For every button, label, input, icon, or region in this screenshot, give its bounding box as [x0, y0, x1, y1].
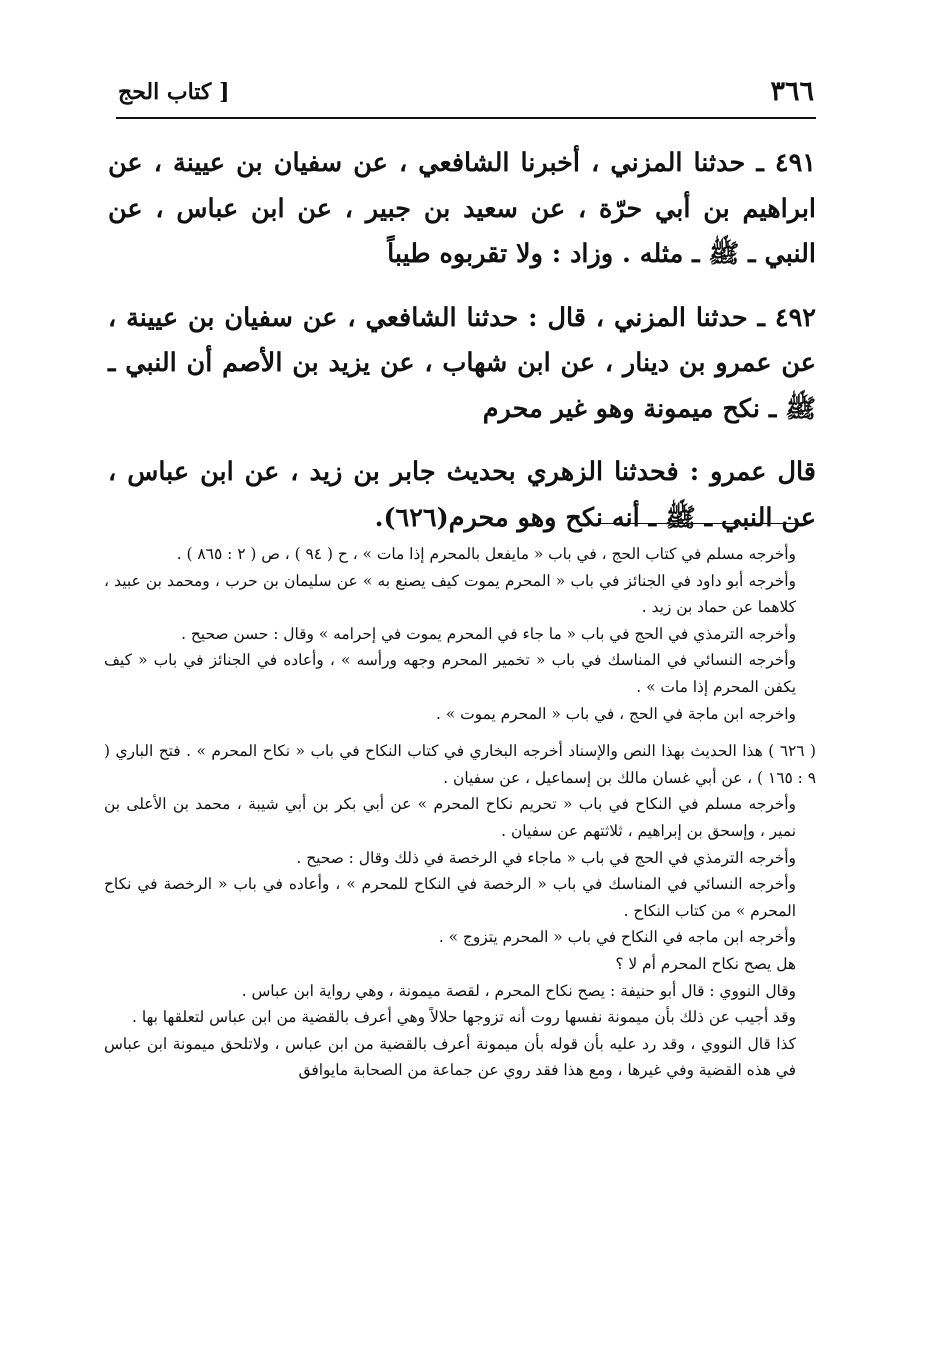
footnote-line: وقد أجيب عن ذلك بأن ميمونة نفسها روت أنه تزوجها حلالاً وهي أعرف بالقضية من ابن عباس لتعلقها بها .	[132, 1008, 796, 1027]
footnotes	[104, 541, 816, 1084]
footnote-line: وأخرجه النسائي في المناسك في باب « الرخصة في النكاح للمحرم » ، وأعاده في باب « الرخصة في نكاح المحرم » من كتاب النكاح .	[104, 875, 796, 920]
footnote-line: وأخرجه أبو داود في الجنائز في باب « المحرم يموت كيف يصنع به » عن سليمان بن حرب ، ومحمد بن عبيد ، كلاهما عن حماد بن زيد .	[104, 571, 796, 617]
page-number: ٣٦٦	[770, 76, 814, 107]
footnote-line: كذا قال النووي ، وقد رد عليه بأن قوله بأن ميمونة أعرف بالقضية من ابن عباس ، ولاتلحق ميمونة ابن عباس في هذه القضية وفي غيرها ، ومع هذا فقد روي عن جماعة من الصحابة مايوافق	[104, 1034, 796, 1080]
hadith-492: ٤٩٢ ـ حدثنا المزني ، قال : حدثنا الشافعي ، عن سفيان بن عيينة ، عن عمرو بن دينار ، عن ابن شهاب ، عن يزيد بن الأصم أن النبي ـ ﷺ ـ نكح ميمونة وهو غير محرم	[108, 302, 816, 424]
main-text	[108, 141, 816, 552]
page-header	[118, 74, 814, 114]
running-title: [ كتاب الحج	[118, 79, 230, 105]
footnote-line: وأخرجه مسلم في النكاح في باب « تحريم نكاح المحرم » عن أبي بكر بن أبي شيبة ، محمد بن الأعلى بن نمير ، وإسحق بن إبراهيم ، ثلاثتهم عن سفيان .	[104, 795, 796, 840]
hadith-491: ٤٩١ ـ حدثنا المزني ، أخبرنا الشافعي ، عن سفيان بن عيينة ، عن ابراهيم بن أبي حرّة ، عن سعيد بن جبير ، عن ابن عباس ، عن النبي ـ ﷺ ـ مثله . وزاد : ولا تقربوه طيباً	[108, 148, 816, 269]
footnote-rule	[598, 523, 810, 524]
header-rule	[116, 117, 816, 119]
hadith-492-continuation: قال عمرو : فحدثنا الزهري بحديث جابر بن زيد ، عن ابن عباس ، عن النبي ـ ﷺ ـ أنه نكح وهو محرم(٦٢٦).	[108, 457, 816, 533]
footnote-line: وأخرجه ابن ماجه في النكاح في باب « المحرم يتزوج » .	[438, 928, 796, 947]
footnote-line: وقال النووي : قال أبو حنيفة : يصح نكاح المحرم ، لقصة ميمونة ، وهي رواية ابن عباس .	[241, 981, 796, 1000]
footnote-line: وأخرجه النسائي في المناسك في باب « تخمير المحرم وجهه ورأسه » ، وأعاده في الجنائز في باب « كيف يكفن المحرم إذا مات » .	[104, 651, 796, 696]
footnote-626: ( ٦٢٦ ) هذا الحديث بهذا النص والإسناد أخرجه البخاري في كتاب النكاح في باب « نكاح المحرم » . فتح الباري ( ٩ : ١٦٥ ) ، عن أبي غسان مالك بن إسماعيل ، عن سفيان .	[104, 742, 816, 787]
footnote-line: هل يصح نكاح المحرم أم لا ؟	[615, 954, 796, 973]
footnote-line: وأخرجه الترمذي في الحج في باب « ما جاء في المحرم يموت في إحرامه » وقال : حسن صحيح .	[181, 624, 796, 643]
footnote-line: واخرجه ابن ماجة في الحج ، في باب « المحرم يموت » .	[436, 704, 796, 723]
footnote-line: وأخرجه الترمذي في الحج في باب « ماجاء في الرخصة في ذلك وقال : صحيح .	[296, 848, 796, 867]
footnote-line: وأخرجه مسلم في كتاب الحج ، في باب « مايفعل بالمحرم إذا مات » ، ح ( ٩٤ ) ، ص ( ٢ : ٨٦٥ ) .	[176, 545, 796, 563]
